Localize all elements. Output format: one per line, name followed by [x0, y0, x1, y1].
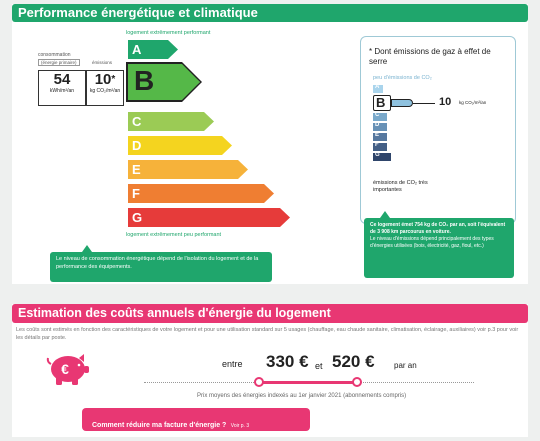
reduce-bill-label: Comment réduire ma facture d'énergie ? [92, 422, 227, 429]
costs-description: Les coûts sont estimés en fonction des caractéristiques de votre logement et pour une utilisation standard sur 5 usages (chauffage, eau chaude sanitaire, climatisation, éclairage, auxiliaires) voir p.3 pour voir les détails par poste. [16, 327, 519, 341]
range-bar [260, 381, 356, 384]
energy-class-d [128, 136, 232, 155]
energy-class-letter: B [134, 65, 155, 96]
ghg-current-pointer [391, 99, 413, 107]
label-extremely-efficient: logement extrêmement performant [126, 30, 211, 36]
energy-class-letter: C [132, 114, 142, 129]
energy-class-letter: D [132, 138, 142, 153]
emissions-box [86, 70, 124, 106]
ghg-class-letter: F [375, 142, 379, 148]
energy-class-a [128, 40, 178, 59]
ghg-panel [360, 36, 516, 224]
range-low-marker [254, 377, 264, 387]
costs-section-title: Estimation des coûts annuels d'énergie du logement [18, 306, 331, 320]
price-between-word: entre [222, 359, 243, 369]
reduce-bill-button[interactable] [82, 408, 310, 431]
energy-section-title: Performance énergétique et climatique [18, 5, 258, 20]
piggy-euro-symbol: € [61, 361, 69, 377]
consumption-info-callout [50, 252, 272, 282]
consumption-label: consommation [38, 52, 71, 58]
emissions-info-callout [364, 218, 514, 278]
emissions-info-bold: Ce logement émet 754 kg de CO₂ par an, soit l'équivalent de 3 908 km parcourus en voiture. [370, 222, 506, 235]
energy-class-e [128, 160, 248, 179]
ghg-class-letter: B [376, 95, 386, 110]
ghg-class-d [373, 123, 387, 131]
ghg-class-letter: E [375, 132, 380, 138]
ghg-class-g [373, 153, 391, 161]
callout-pointer [380, 211, 390, 218]
label-extremely-inefficient: logement extrêmement peu performant [126, 232, 222, 238]
ghg-class-e [373, 133, 387, 141]
energy-class-g [128, 208, 290, 227]
price-per-year: par an [394, 361, 417, 370]
price-high-value: 520 € [332, 352, 375, 371]
consumption-unit: kWh/m²/an [49, 88, 75, 94]
price-and-word: et [315, 361, 323, 371]
ghg-title: * Dont émissions de gaz à effet de serre [369, 47, 491, 66]
consumption-sublabel: (énergie primaire) [38, 59, 80, 66]
range-high-marker [352, 377, 362, 387]
ghg-pointer-line [413, 103, 435, 104]
emissions-asterisk: * [111, 74, 116, 85]
ghg-label-low: peu d'émissions de CO₂ [373, 75, 432, 81]
prices-note: Prix moyens des énergies indexés au 1er janvier 2021 (abonnements compris) [197, 393, 407, 399]
ghg-unit: kg CO₂/m²/an [459, 100, 487, 105]
ghg-class-letter: D [375, 122, 380, 128]
consumption-info-text: Le niveau de consommation énergétique dépend de l'isolation du logement et de la performance des équipements. [56, 256, 259, 270]
ghg-class-f [373, 143, 387, 151]
emissions-label: émissions [92, 60, 113, 65]
energy-class-c [128, 112, 214, 131]
costs-section-header [12, 304, 528, 323]
piggy-bank-icon [46, 350, 90, 386]
energy-section-header [12, 4, 528, 22]
ghg-class-letter: G [375, 152, 380, 158]
energy-performance-section [12, 4, 528, 284]
emissions-info-text: Le niveau d'émissions dépend principalement des types d'énergies utilisées (bois, électricité, gaz, fioul, etc.) [370, 236, 494, 249]
consumption-value: 54 [53, 71, 71, 88]
energy-costs-section [12, 304, 528, 437]
energy-class-letter: G [132, 210, 143, 225]
ghg-class-letter: A [375, 84, 380, 90]
energy-class-letter: F [132, 186, 140, 201]
reduce-bill-ref: Voir p. 3 [230, 423, 250, 429]
ghg-class-c [373, 113, 387, 121]
energy-class-letter: E [132, 162, 141, 177]
emissions-unit: kg CO₂/m²/an [89, 88, 121, 94]
energy-class-b [126, 62, 202, 102]
energy-class-f [128, 184, 274, 203]
ghg-class-a [373, 85, 383, 93]
consumption-box [38, 70, 86, 106]
ghg-value: 10 [439, 96, 452, 108]
energy-class-letter: A [132, 42, 142, 57]
callout-pointer [82, 245, 92, 252]
ghg-class-letter: C [375, 112, 380, 118]
emissions-value: 10 [94, 71, 112, 88]
ghg-class-b [373, 95, 391, 111]
price-low-value: 330 € [266, 352, 309, 371]
ghg-label-high: émissions de CO₂ très importantes [373, 180, 428, 193]
